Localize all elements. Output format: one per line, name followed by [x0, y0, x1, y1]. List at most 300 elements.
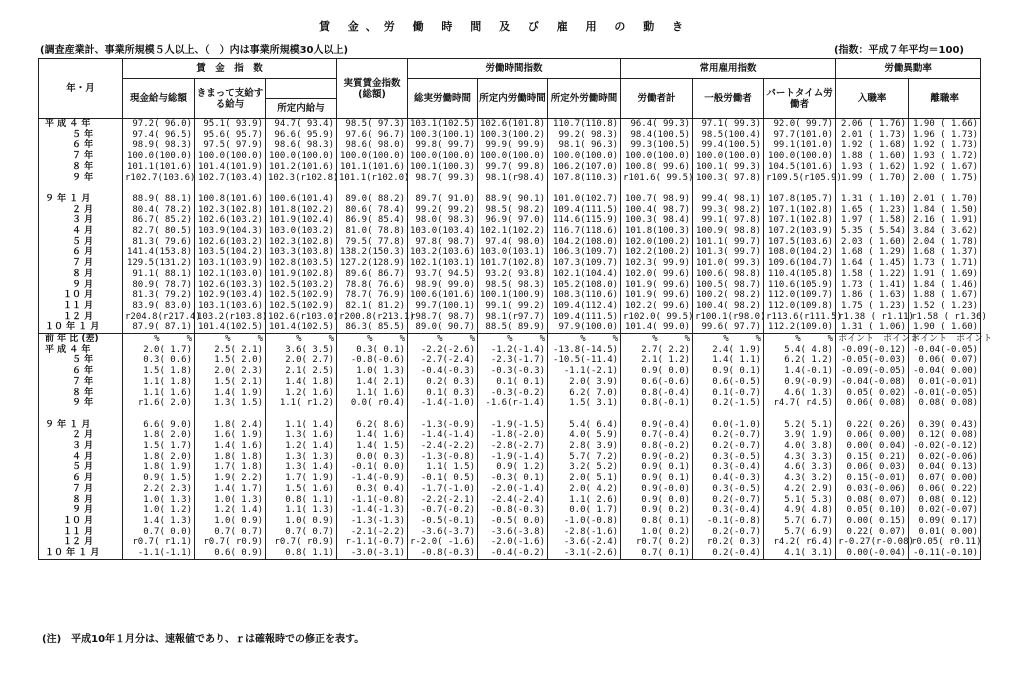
data-cell: 100.0(100.0): [478, 151, 548, 162]
data-cell: [836, 409, 909, 420]
data-cell: 2.0( 3.9): [548, 377, 621, 388]
table-row: [39, 247, 981, 258]
data-cell: 0.4(-0.3): [693, 473, 764, 484]
data-cell: 1.8( 2.0): [123, 430, 195, 441]
data-cell: [337, 183, 408, 194]
data-cell: 100.0(100.0): [123, 151, 195, 162]
table-row: [39, 215, 981, 226]
data-cell: 0.2(-0.7): [693, 527, 764, 538]
data-cell: % %: [266, 334, 337, 345]
data-cell: r-0.27(r-0.08): [836, 537, 909, 548]
data-cell: [548, 409, 621, 420]
data-cell: 101.4(101.9): [195, 162, 266, 173]
data-cell: 0.1(-0.7): [693, 388, 764, 399]
data-cell: -0.04(-0.05): [909, 345, 981, 356]
data-cell: 0.08( 0.08): [909, 398, 981, 409]
real-wage-header: 実質賃金指数(総額): [337, 59, 408, 119]
data-cell: 97.8( 98.7): [408, 237, 478, 248]
data-cell: 1.7( 1.8): [195, 462, 266, 473]
table-row: [39, 430, 981, 441]
table-row: [39, 226, 981, 237]
data-cell: 101.2(101.6): [266, 162, 337, 173]
row-label: ７ 月: [39, 484, 123, 495]
data-cell: 1.93 ( 1.72): [909, 151, 981, 162]
overtime-hours-header: 所定外労働時間: [548, 79, 621, 119]
data-cell: 1.5( 1.6): [266, 484, 337, 495]
data-cell: 1.3( 1.5): [195, 398, 266, 409]
data-cell: 101.8(102.2): [266, 205, 337, 216]
data-cell: 103.9(104.3): [195, 226, 266, 237]
employment-index-header: 常用雇用指数: [621, 59, 836, 79]
data-cell: 106.3(109.7): [548, 247, 621, 258]
data-cell: 129.5(131.2): [123, 258, 195, 269]
table-row: [39, 473, 981, 484]
data-cell: 3.2( 5.2): [548, 462, 621, 473]
data-cell: 100.3(100.1): [408, 130, 478, 141]
data-cell: r0.2( 0.3): [693, 537, 764, 548]
scheduled-hours-header: 所定内労働時間: [478, 79, 548, 119]
data-cell: -1.3(-0.9): [408, 420, 478, 431]
table-row: [39, 312, 981, 323]
data-cell: 101.1(r102.0): [337, 173, 408, 184]
data-cell: 100.1(100.3): [408, 162, 478, 173]
row-label: ９ 年: [39, 398, 123, 409]
data-cell: 0.06( 0.03): [836, 462, 909, 473]
data-cell: -1.1(-1.1): [123, 548, 195, 559]
data-cell: 2.2( 2.3): [123, 484, 195, 495]
data-cell: 127.2(128.9): [337, 258, 408, 269]
data-cell: 98.1( 96.3): [548, 140, 621, 151]
row-label: ７ 月: [39, 258, 123, 269]
data-cell: 100.0(100.0): [195, 151, 266, 162]
data-cell: 1.0( 0.9): [266, 516, 337, 527]
data-cell: % %: [337, 334, 408, 345]
row-label: ２ 月: [39, 430, 123, 441]
data-cell: r204.8(r217.4): [123, 312, 195, 323]
data-cell: 110.7(110.8): [548, 119, 621, 130]
data-cell: 0.3(-0.4): [693, 462, 764, 473]
data-cell: 98.5(100.4): [693, 130, 764, 141]
data-cell: 1.5( 3.1): [548, 398, 621, 409]
part-time-header: パートタイム労働者: [764, 79, 836, 119]
data-cell: 89.6( 86.7): [337, 269, 408, 280]
data-cell: 0.2( 0.3): [408, 377, 478, 388]
table-row: [39, 162, 981, 173]
data-cell: 2.0( 2.3): [195, 366, 266, 377]
data-cell: 1.2( 1.4): [266, 441, 337, 452]
data-cell: 81.0( 78.8): [337, 226, 408, 237]
data-cell: 114.6(115.9): [548, 215, 621, 226]
data-cell: -0.01(-0.05): [909, 388, 981, 399]
data-cell: -1.7(-1.0): [408, 484, 478, 495]
data-cell: 0.2(-1.5): [693, 398, 764, 409]
data-cell: 1.1( 1.6): [123, 388, 195, 399]
data-cell: 98.5( 97.3): [337, 119, 408, 130]
data-cell: 80.4( 78.2): [123, 205, 195, 216]
table-row: [39, 280, 981, 291]
data-cell: -13.8(-14.5): [548, 345, 621, 356]
data-cell: 0.22( 0.07): [836, 527, 909, 538]
scheduled-pay-header: 所定内給与: [266, 99, 337, 119]
data-cell: -2.4(-2.2): [408, 441, 478, 452]
hire-rate-header: 入職率: [836, 79, 909, 119]
data-cell: 102.1(102.2): [478, 226, 548, 237]
data-cell: 99.1( 97.8): [693, 215, 764, 226]
row-label: 前 年 比 (差): [39, 334, 123, 345]
data-cell: 2.1( 1.2): [621, 355, 693, 366]
row-label: １１ 月: [39, 527, 123, 538]
table-row: [39, 409, 981, 420]
data-cell: 0.01( 0.00): [909, 527, 981, 538]
data-cell: -2.0(-1.4): [478, 484, 548, 495]
data-cell: 0.08( 0.07): [836, 495, 909, 506]
data-cell: 98.6( 98.0): [337, 140, 408, 151]
wage-index-header: 賃 金 指 数: [123, 59, 337, 79]
data-cell: 0.7( 0.0): [123, 527, 195, 538]
data-cell: 99.7( 99.8): [478, 162, 548, 173]
data-cell: -1.9(-1.4): [478, 452, 548, 463]
data-cell: 97.6( 96.7): [337, 130, 408, 141]
data-cell: -0.4(-0.2): [478, 548, 548, 559]
row-label: ９ 年 １ 月: [39, 194, 123, 205]
data-cell: -0.5( 0.0): [478, 516, 548, 527]
data-cell: 3.6( 3.5): [266, 345, 337, 356]
row-label: [39, 409, 123, 420]
data-cell: 107.5(103.6): [764, 237, 836, 248]
data-cell: 1.2( 1.6): [266, 388, 337, 399]
data-cell: 0.8( 0.1): [621, 516, 693, 527]
data-cell: 107.8(105.7): [764, 194, 836, 205]
data-cell: 100.0(100.0): [621, 151, 693, 162]
data-cell: 0.9( 0.2): [621, 505, 693, 516]
data-cell: 112.0(109.7): [764, 290, 836, 301]
row-label: ９ 年 １ 月: [39, 420, 123, 431]
data-cell: 0.6( 0.9): [195, 548, 266, 559]
table-header: [39, 59, 981, 119]
data-cell: 88.5( 89.9): [478, 322, 548, 333]
row-label: １０ 年 １ 月: [39, 548, 123, 559]
data-cell: -10.5(-11.4): [548, 355, 621, 366]
data-cell: -0.04( 0.00): [909, 366, 981, 377]
data-cell: 101.3( 99.7): [693, 247, 764, 258]
data-cell: 1.7( 1.9): [266, 473, 337, 484]
data-cell: 0.7( 0.7): [195, 527, 266, 538]
table-row: [39, 505, 981, 516]
row-label: ８ 年: [39, 388, 123, 399]
row-label: ７ 年: [39, 151, 123, 162]
data-cell: 100.9( 98.8): [693, 226, 764, 237]
data-cell: 1.4( 1.6): [195, 441, 266, 452]
data-cell: 0.3(-0.4): [693, 505, 764, 516]
data-cell: 1.3( 1.6): [266, 430, 337, 441]
data-cell: 1.31 ( 1.06): [836, 322, 909, 333]
data-cell: 100.1( 99.3): [693, 162, 764, 173]
data-cell: 107.8(110.3): [548, 173, 621, 184]
data-cell: 99.2( 98.3): [548, 130, 621, 141]
row-label: １２ 月: [39, 537, 123, 548]
data-cell: 1.0( 1.3): [195, 495, 266, 506]
data-cell: 0.04( 0.13): [909, 462, 981, 473]
data-cell: 0.01(-0.01): [909, 377, 981, 388]
data-cell: 1.4( 1.1): [693, 355, 764, 366]
data-cell: 101.1( 99.7): [693, 237, 764, 248]
data-cell: 5.7( 6.7): [764, 516, 836, 527]
data-cell: 100.2( 98.2): [693, 290, 764, 301]
data-cell: 98.4(100.5): [621, 130, 693, 141]
data-cell: 0.05( 0.02): [836, 388, 909, 399]
data-cell: 0.06( 0.08): [836, 398, 909, 409]
data-cell: 4.3( 3.2): [764, 473, 836, 484]
data-cell: 102.6(103.3): [195, 280, 266, 291]
data-cell: 1.99 ( 1.70): [836, 173, 909, 184]
data-cell: 103.5(104.2): [195, 247, 266, 258]
row-label: ６ 月: [39, 473, 123, 484]
data-cell: % %: [693, 334, 764, 345]
data-cell: r1.58 ( r1.36): [909, 312, 981, 323]
data-cell: 92.0( 99.7): [764, 119, 836, 130]
row-label: ３ 月: [39, 215, 123, 226]
data-cell: 0.2(-0.7): [693, 430, 764, 441]
data-cell: 1.68 ( 1.29): [836, 247, 909, 258]
data-cell: -0.3(-0.3): [478, 366, 548, 377]
data-cell: 1.92 ( 1.68): [836, 140, 909, 151]
data-cell: 3.9( 1.9): [764, 430, 836, 441]
data-cell: 79.5( 77.8): [337, 237, 408, 248]
data-cell: 103.2(r103.8): [195, 312, 266, 323]
data-cell: 107.2(103.9): [764, 226, 836, 237]
data-cell: 0.9(-0.2): [621, 452, 693, 463]
row-label: ９ 月: [39, 505, 123, 516]
data-cell: 101.0( 99.3): [693, 258, 764, 269]
data-cell: 89.0( 90.7): [408, 322, 478, 333]
data-cell: 100.0(100.0): [548, 151, 621, 162]
data-cell: 0.9(-0.9): [764, 377, 836, 388]
data-cell: 97.2( 96.0): [123, 119, 195, 130]
data-cell: 1.1( 1.3): [266, 505, 337, 516]
data-cell: -1.4(-1.0): [408, 398, 478, 409]
leave-rate-header: 離職率: [909, 79, 981, 119]
table-row: [39, 130, 981, 141]
data-cell: 109.4(111.5): [548, 312, 621, 323]
data-cell: 1.52 ( 1.23): [909, 301, 981, 312]
table-row: [39, 452, 981, 463]
data-cell: 1.88 ( 1.67): [909, 290, 981, 301]
data-cell: 1.68 ( 1.37): [909, 247, 981, 258]
data-cell: 103.0(103.2): [266, 226, 337, 237]
data-cell: 86.7( 85.2): [123, 215, 195, 226]
data-cell: 0.9( 0.1): [621, 462, 693, 473]
row-label: １１ 月: [39, 301, 123, 312]
data-cell: 5.2( 5.1): [764, 420, 836, 431]
data-cell: 106.2(107.0): [548, 162, 621, 173]
data-cell: 99.1( 99.2): [478, 301, 548, 312]
page-title: 賃 金、労 働 時 間 及 び 雇 用 の 動 き: [318, 20, 691, 33]
data-cell: [621, 183, 693, 194]
data-cell: 1.96 ( 1.73): [909, 130, 981, 141]
table-row: [39, 398, 981, 409]
data-cell: r4.2( r6.4): [764, 537, 836, 548]
data-cell: -0.1( 0.0): [337, 462, 408, 473]
data-cell: 80.9( 78.7): [123, 280, 195, 291]
data-cell: 100.6(101.4): [266, 194, 337, 205]
table-row: [39, 237, 981, 248]
data-cell: r1.38 ( r1.11): [836, 312, 909, 323]
table-row: [39, 527, 981, 538]
data-cell: 99.1(101.0): [764, 140, 836, 151]
data-cell: 87.9( 87.1): [123, 322, 195, 333]
data-cell: 0.7( 0.1): [621, 548, 693, 559]
data-cell: r-2.0( -1.6): [408, 537, 478, 548]
data-cell: -0.1(-0.8): [693, 516, 764, 527]
data-cell: r102.0( 99.5): [621, 312, 693, 323]
data-cell: [764, 183, 836, 194]
data-cell: 105.2(108.0): [548, 280, 621, 291]
data-cell: 102.5(103.2): [266, 280, 337, 291]
data-cell: 103.0(103.1): [478, 247, 548, 258]
data-cell: 100.3( 98.4): [621, 215, 693, 226]
data-cell: 1.84 ( 1.46): [909, 280, 981, 291]
data-cell: 101.1(101.6): [123, 162, 195, 173]
data-cell: 6.6( 9.0): [123, 420, 195, 431]
data-cell: 1.88 ( 1.60): [836, 151, 909, 162]
data-cell: -0.8(-0.3): [408, 548, 478, 559]
data-cell: 0.8( 1.1): [266, 495, 337, 506]
data-cell: % %: [195, 334, 266, 345]
data-cell: -3.6(-3.8): [478, 527, 548, 538]
data-cell: -0.05(-0.03): [836, 355, 909, 366]
data-cell: 1.6( 1.9): [195, 430, 266, 441]
data-cell: 95.6( 95.7): [195, 130, 266, 141]
data-cell: -2.2(-2.6): [408, 345, 478, 356]
data-cell: 6.2( 7.0): [548, 388, 621, 399]
data-cell: [548, 183, 621, 194]
data-cell: 110.6(105.9): [764, 280, 836, 291]
data-cell: 3.84 ( 3.62): [909, 226, 981, 237]
data-cell: -2.0(-1.6): [478, 537, 548, 548]
data-cell: 0.0( r0.4): [337, 398, 408, 409]
data-cell: -1.3(-1.3): [337, 516, 408, 527]
data-cell: 0.9(-0.4): [621, 420, 693, 431]
data-cell: 1.0( 0.9): [195, 516, 266, 527]
data-cell: 93.2( 93.8): [478, 269, 548, 280]
data-cell: 0.8(-0.4): [621, 388, 693, 399]
data-cell: 102.1(103.1): [408, 258, 478, 269]
row-label: ２ 月: [39, 205, 123, 216]
data-cell: 99.4(100.5): [693, 140, 764, 151]
data-cell: 102.0( 99.6): [621, 269, 693, 280]
row-label: [39, 183, 123, 194]
data-cell: 0.0( 0.3): [337, 452, 408, 463]
data-cell: % %: [408, 334, 478, 345]
row-label: ８ 月: [39, 269, 123, 280]
data-cell: 0.3( 0.1): [337, 345, 408, 356]
data-cell: 5.35 ( 5.54): [836, 226, 909, 237]
table-row: [39, 420, 981, 431]
general-workers-header: 一般労働者: [693, 79, 764, 119]
data-cell: -0.11(-0.10): [909, 548, 981, 559]
data-cell: 96.6( 95.9): [266, 130, 337, 141]
data-cell: [693, 409, 764, 420]
data-cell: 0.15(-0.01): [836, 473, 909, 484]
hours-index-header: 労働時間指数: [408, 59, 621, 79]
data-cell: 101.9( 99.6): [621, 280, 693, 291]
data-cell: 5.1( 5.3): [764, 495, 836, 506]
data-cell: 1.97 ( 1.58): [836, 215, 909, 226]
data-cell: 108.3(110.6): [548, 290, 621, 301]
data-cell: 82.7( 80.5): [123, 226, 195, 237]
data-cell: r0.7( 0.2): [621, 537, 693, 548]
data-cell: 6.2( 1.2): [764, 355, 836, 366]
data-cell: -1.1(-0.8): [337, 495, 408, 506]
data-cell: -0.3( 0.1): [478, 473, 548, 484]
data-cell: -2.2(-2.1): [408, 495, 478, 506]
data-cell: -0.09(-0.05): [836, 366, 909, 377]
data-cell: 4.1( 3.1): [764, 548, 836, 559]
data-cell: 103.1(103.9): [195, 258, 266, 269]
workers-total-header: 労働者計: [621, 79, 693, 119]
data-cell: 2.4( 1.9): [693, 345, 764, 356]
data-cell: -0.5(-0.1): [408, 516, 478, 527]
data-cell: [478, 183, 548, 194]
data-cell: 107.1(102.8): [764, 205, 836, 216]
table-row: [39, 334, 981, 345]
data-cell: 99.3(100.5): [621, 140, 693, 151]
data-cell: 103.2(103.6): [408, 247, 478, 258]
data-cell: 0.02(-0.07): [909, 505, 981, 516]
data-cell: 1.2( 1.4): [195, 505, 266, 516]
data-cell: 1.1( 1.4): [266, 420, 337, 431]
data-cell: -2.8(-2.7): [478, 441, 548, 452]
data-cell: 100.0(100.0): [408, 151, 478, 162]
data-cell: 104.2(108.0): [548, 237, 621, 248]
data-cell: r-1.1(-0.7): [337, 537, 408, 548]
data-cell: 2.5( 2.1): [195, 345, 266, 356]
data-cell: 4.2( 2.9): [764, 484, 836, 495]
data-cell: 100.1(100.9): [478, 290, 548, 301]
data-cell: 101.0(102.7): [548, 194, 621, 205]
data-cell: 81.3( 79.2): [123, 290, 195, 301]
data-cell: 2.03 ( 1.60): [836, 237, 909, 248]
data-cell: 97.7(101.0): [764, 130, 836, 141]
data-cell: 101.1(101.6): [337, 162, 408, 173]
data-cell: 0.6(-0.5): [693, 377, 764, 388]
data-cell: 1.0( 1.3): [123, 495, 195, 506]
survey-scope-note: (調査産業計、事業所規模５人以上、（ ）内は事業所規模30人以上): [40, 45, 349, 56]
data-cell: 1.0( 1.2): [123, 505, 195, 516]
data-cell: -2.7(-2.4): [408, 355, 478, 366]
table-row: [39, 119, 981, 130]
data-cell: 0.9(-0.0): [621, 484, 693, 495]
data-cell: 100.8(101.6): [195, 194, 266, 205]
data-cell: 0.05( 0.10): [836, 505, 909, 516]
data-cell: 100.6(101.6): [408, 290, 478, 301]
data-cell: 100.4( 98.7): [621, 205, 693, 216]
data-cell: 81.3( 79.6): [123, 237, 195, 248]
data-cell: 88.9( 88.1): [123, 194, 195, 205]
data-cell: 102.3( 99.9): [621, 258, 693, 269]
year-month-header: 年・月: [39, 59, 123, 119]
data-cell: 1.4( 1.3): [123, 516, 195, 527]
data-cell: 86.9( 85.4): [337, 215, 408, 226]
row-label: ９ 年: [39, 173, 123, 184]
data-cell: r200.8(r213.1): [337, 312, 408, 323]
data-cell: r0.7( r1.1): [123, 537, 195, 548]
data-cell: [478, 409, 548, 420]
table-row: [39, 345, 981, 356]
data-cell: [693, 183, 764, 194]
data-cell: 1.86 ( 1.63): [836, 290, 909, 301]
data-cell: 0.06( 0.07): [909, 355, 981, 366]
